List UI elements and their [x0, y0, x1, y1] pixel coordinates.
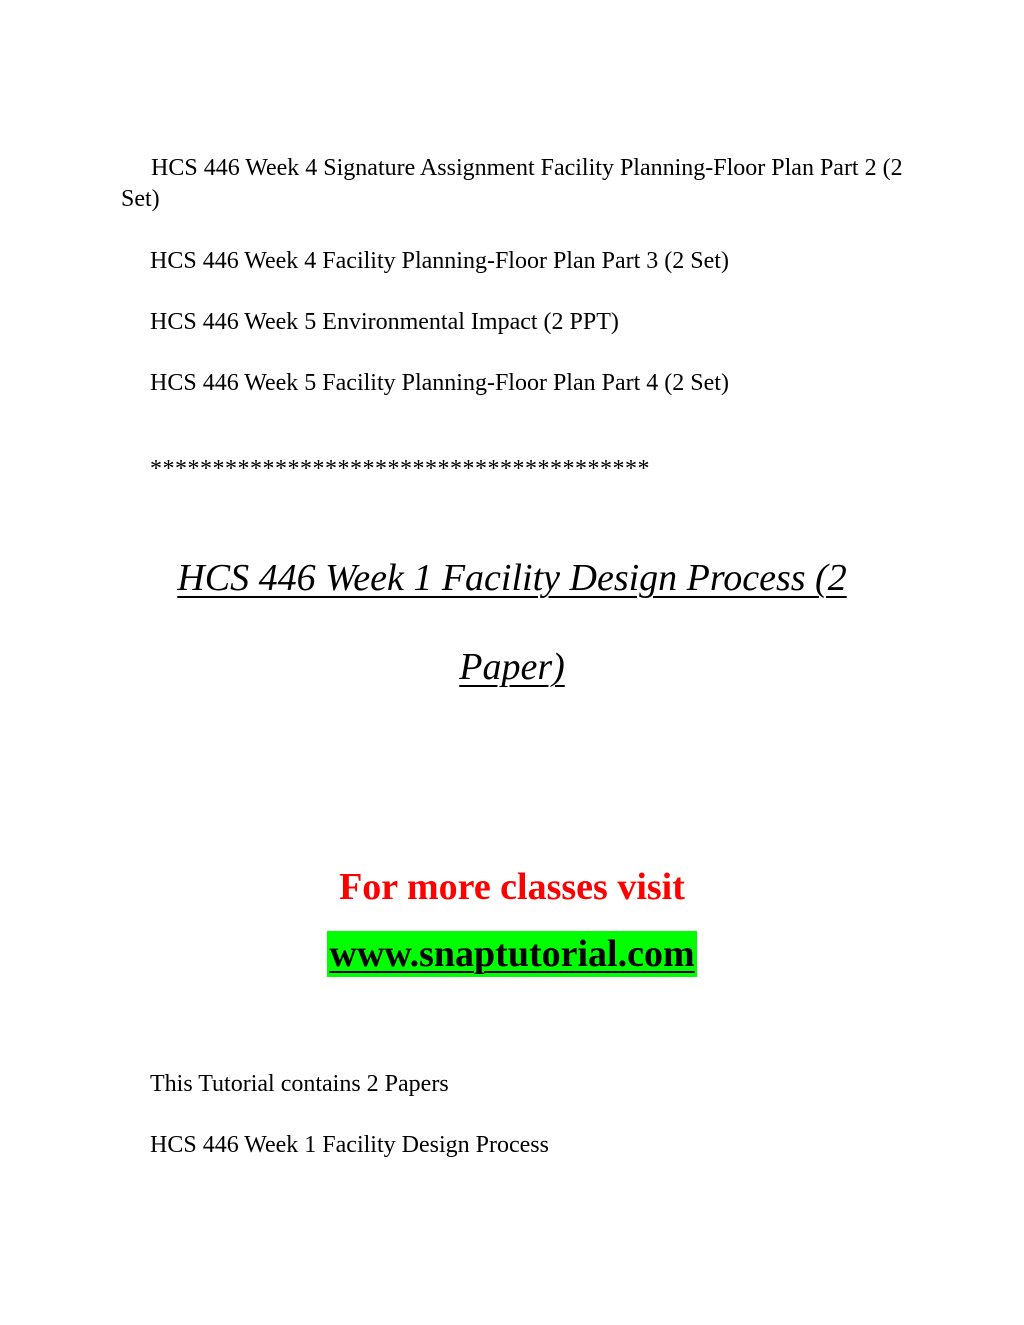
- promo-text: For more classes visit: [339, 866, 685, 908]
- item-week4-floor-plan-part3: HCS 446 Week 4 Facility Planning-Floor Plan Part 3 (2 Set): [150, 248, 729, 274]
- section-heading-line1: HCS 446 Week 1 Facility Design Process (2: [177, 557, 847, 599]
- paper-title: HCS 446 Week 1 Facility Design Process: [150, 1132, 549, 1158]
- item-week5-environmental-impact: HCS 446 Week 5 Environmental Impact (2 PPT): [150, 309, 619, 335]
- promo-link-container: [0, 931, 1024, 977]
- item-week4-signature-assignment: HCS 446 Week 4 Signature Assignment Facility Planning-Floor Plan Part 2 (2 Set): [121, 155, 903, 212]
- item-week5-floor-plan-part4: HCS 446 Week 5 Facility Planning-Floor Plan Part 4 (2 Set): [150, 370, 729, 396]
- section-heading-line2: Paper): [459, 646, 565, 688]
- tutorial-note: This Tutorial contains 2 Papers: [150, 1071, 449, 1097]
- snaptutorial-link[interactable]: www.snaptutorial.com: [329, 933, 695, 975]
- asterisk-separator: ****************************************: [150, 456, 650, 482]
